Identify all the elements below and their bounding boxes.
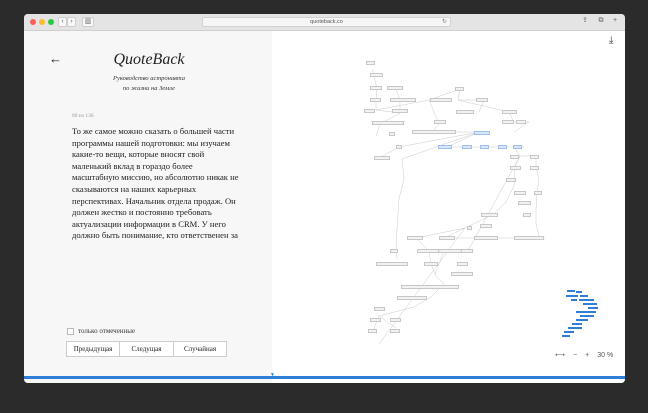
graph-node[interactable] [451,272,473,276]
graph-node[interactable] [514,191,526,195]
graph-node[interactable] [390,98,416,102]
graph-node[interactable] [370,73,383,77]
graph-node[interactable] [530,155,539,159]
graph-node[interactable] [401,285,459,289]
graph-node[interactable] [523,213,531,217]
graph-node[interactable] [480,224,492,228]
graph-node[interactable] [467,226,472,230]
graph-node[interactable] [518,201,531,205]
reading-progress-bar [24,376,625,379]
graph-node-active[interactable] [498,145,507,149]
sidebar-icon[interactable]: ▥ [82,17,94,27]
graph-node[interactable] [434,120,446,124]
graph-node[interactable] [368,329,377,333]
browser-window [24,14,625,383]
graph-node[interactable] [397,296,427,300]
graph-node[interactable] [510,166,521,170]
back-arrow-icon[interactable]: ← [49,51,62,66]
zoom-out-icon[interactable]: − [573,351,578,359]
forward-icon[interactable]: › [67,17,76,27]
graph-node[interactable] [457,262,468,266]
graph-node-active[interactable] [462,145,472,149]
graph-node[interactable] [481,213,498,217]
quote-text: То же самое можно сказать о большей части программы нашей подготовки: мы изучаем какие-то вещи, которые вносят свой маленький вклад в гораздо более масштабную миссию, но абсолютно никак не сказываются на наших карьерных перспективах. Начальник отдела продаж. Он должен жестко и постоянно требовать актуализации информации в CRM. У него должно быть понимание, кто ответственен за [72,126,239,241]
download-icon[interactable]: ⤓ [609,35,614,46]
graph-node-active[interactable] [513,145,522,149]
reload-icon[interactable]: ↻ [441,19,447,25]
graph-node[interactable] [370,86,382,90]
graph-node[interactable] [407,236,423,240]
graph-node[interactable] [502,110,517,114]
graph-node[interactable] [474,236,498,240]
next-button[interactable]: Следущая [119,341,174,357]
graph-node-active[interactable] [438,145,452,149]
graph-node[interactable] [366,61,375,65]
graph-node[interactable] [430,98,452,102]
graph-node[interactable] [374,307,385,311]
zoom-level: 30 % [597,351,614,359]
tabs-overview-icon[interactable]: ⧉ [598,17,604,24]
graph-node[interactable] [502,120,514,124]
graph-node[interactable] [456,110,474,114]
graph-node[interactable] [476,98,488,102]
graph-node[interactable] [374,156,390,160]
subtitle-line: по жизни на Земле [122,85,176,92]
graph-minimap[interactable] [558,288,625,346]
graph-node[interactable] [424,262,438,266]
graph-node[interactable] [387,86,403,90]
graph-node[interactable] [390,329,400,333]
graph-node[interactable] [370,318,381,322]
book-title: QuoteBack [113,51,185,68]
graph-node[interactable] [439,236,455,240]
graph-node[interactable] [364,109,375,113]
graph-node[interactable] [390,318,401,322]
only-marked-label: только отмеченные [78,327,136,335]
graph-node-active[interactable] [474,131,490,135]
subtitle-line: Руководство астронавта [113,75,185,82]
graph-node[interactable] [392,109,408,113]
graph-node[interactable] [506,178,516,182]
graph-node[interactable] [376,262,408,266]
graph-node[interactable] [510,155,519,159]
random-button[interactable]: Случайная [173,341,227,357]
add-tab-icon[interactable]: + [612,17,618,24]
zoom-fit-icon[interactable]: ⟷ [555,352,566,359]
zoom-in-icon[interactable]: + [585,351,590,359]
graph-node[interactable] [412,130,456,134]
graph-node[interactable] [389,132,395,136]
graph-node[interactable] [530,166,539,170]
zoom-controls [555,351,621,359]
share-icon[interactable]: ⇪ [582,17,588,24]
graph-node[interactable] [438,249,462,253]
graph-node[interactable] [372,121,404,125]
graph-node[interactable] [516,120,526,124]
progress-marker-icon: ▼ [270,372,275,378]
mind-map-edges [24,14,625,383]
graph-node[interactable] [534,191,542,195]
quote-counter: 80 из 136 [72,113,94,119]
url-text: quoteback.co [310,19,343,25]
graph-node[interactable] [396,145,402,149]
graph-node[interactable] [461,249,473,253]
graph-node[interactable] [390,249,398,253]
prev-button[interactable]: Предыдущая [66,341,120,357]
graph-node[interactable] [514,236,544,240]
graph-node[interactable] [455,87,464,91]
graph-node[interactable] [370,98,381,102]
graph-node-active[interactable] [480,145,489,149]
graph-node[interactable] [417,249,439,253]
back-icon[interactable]: ‹ [58,17,67,27]
